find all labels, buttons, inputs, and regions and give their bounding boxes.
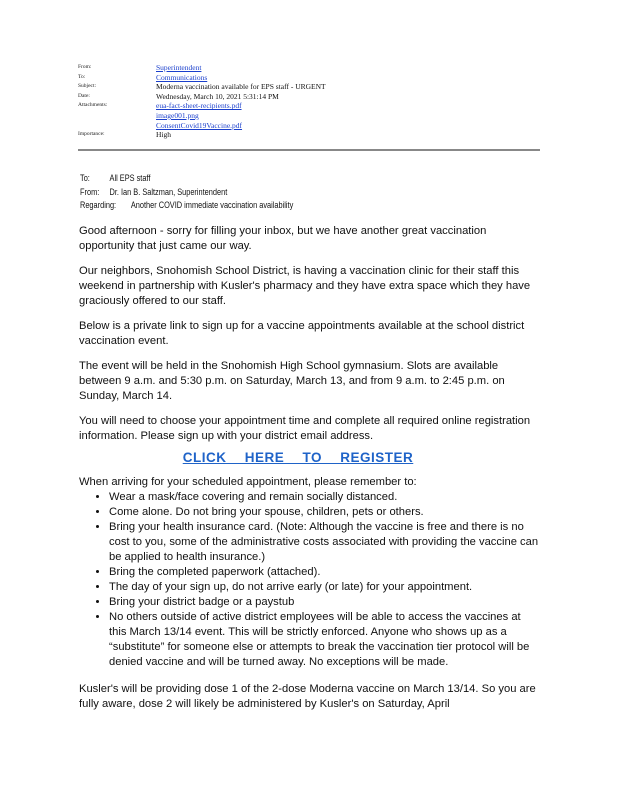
to-label: To: xyxy=(78,73,86,80)
email-header xyxy=(78,63,540,140)
memo-from-label: From: xyxy=(80,186,100,197)
paragraph: The event will be held in the Snohomish High School gymnasium. Slots are available between 9 a.m. and 5:30 p.m. on Saturday, March 13, and from 9 a.m. to 2:45 p.m. on Sunday, March 14. xyxy=(79,360,505,402)
paragraph: Our neighbors, Snohomish School District, is having a vaccination clinic for their staff this weekend in partnership with Kusler's pharmacy and they have extra space which they have graciously offered to our staff. xyxy=(79,265,531,307)
from-label: From: xyxy=(78,64,92,70)
paragraph: You will need to choose your appointment time and complete all required online registration information. Please sign up with your district email address. xyxy=(79,415,531,442)
date-value: Wednesday, March 10, 2021 5:31:14 PM xyxy=(156,91,279,101)
paragraph: Below is a private link to sign up for a vaccine appointments available at the school district vaccination event. xyxy=(79,320,525,347)
header-divider xyxy=(78,149,540,151)
memo-to-label: To: xyxy=(80,173,90,183)
memo-block xyxy=(80,172,424,213)
memo-regarding-label: Regarding: xyxy=(80,200,117,210)
list-item: • Bring the completed paperwork (attached). xyxy=(109,565,541,580)
email-body xyxy=(79,224,541,722)
list-item: • The day of your sign up, do not arrive early (or late) for your appointment. xyxy=(109,580,541,595)
memo-from: Dr. Ian B. Saltzman, Superintendent xyxy=(109,186,228,197)
importance-label: Importance: xyxy=(78,131,105,138)
subject-value: Moderna vaccination available for EPS staff - URGENT xyxy=(156,82,326,92)
reminder-list xyxy=(79,490,541,670)
paragraph: Kusler's will be providing dose 1 of the 2-dose Moderna vaccine on March 13/14. So you are fully aware, dose 2 will likely be administered by Kusler's on Saturday, April xyxy=(79,683,536,710)
memo-to: All EPS staff xyxy=(109,173,151,183)
list-item: • Wear a mask/face covering and remain socially distanced. xyxy=(109,490,541,505)
list-intro: When arriving for your scheduled appointment, please remember to: xyxy=(79,476,417,488)
to-link[interactable]: Communications xyxy=(156,72,208,82)
register-link[interactable]: CLICK HERE TO REGISTER xyxy=(182,450,414,465)
subject-row xyxy=(78,82,540,92)
attachment-link[interactable]: eua-fact-sheet-recipients.pdf xyxy=(156,101,242,111)
paragraph: Good afternoon - sorry for filling your inbox, but we have another great vaccination opportunity that just came our way. xyxy=(79,225,487,252)
attachment-link[interactable]: image001.png xyxy=(156,110,199,120)
list-item: • Come alone. Do not bring your spouse, children, pets or others. xyxy=(109,505,541,520)
from-row xyxy=(78,63,540,73)
importance-value: High xyxy=(156,130,171,140)
to-row xyxy=(78,73,540,83)
attachments-label: Attachments: xyxy=(78,102,108,109)
from-link[interactable]: Superintendent xyxy=(156,63,202,72)
list-item: • Bring your district badge or a paystub xyxy=(109,595,541,610)
memo-regarding: Another COVID immediate vaccination availability xyxy=(130,200,294,210)
list-item: • Bring your health insurance card. (Note: Although the vaccine is free and there is no cost to you, some of the administrative costs associated with providing the vaccine can be applied to health insurance.) xyxy=(109,520,541,565)
subject-label: Subject: xyxy=(78,83,97,90)
date-row xyxy=(78,92,540,102)
attachments-row xyxy=(78,101,540,130)
date-label: Date: xyxy=(78,92,90,99)
list-item: • No others outside of active district employees will be able to access the vaccines at this March 13/14 event. This will be strictly enforced. Anyone who shows up as a “substitute” for someone else or attempts to break the vaccination tier protocol will be denied vaccine and will be turned away. No exceptions will be made. xyxy=(109,610,541,670)
importance-row xyxy=(78,130,540,140)
attachment-link[interactable]: ConsentCovid19Vaccine.pdf xyxy=(156,120,243,130)
